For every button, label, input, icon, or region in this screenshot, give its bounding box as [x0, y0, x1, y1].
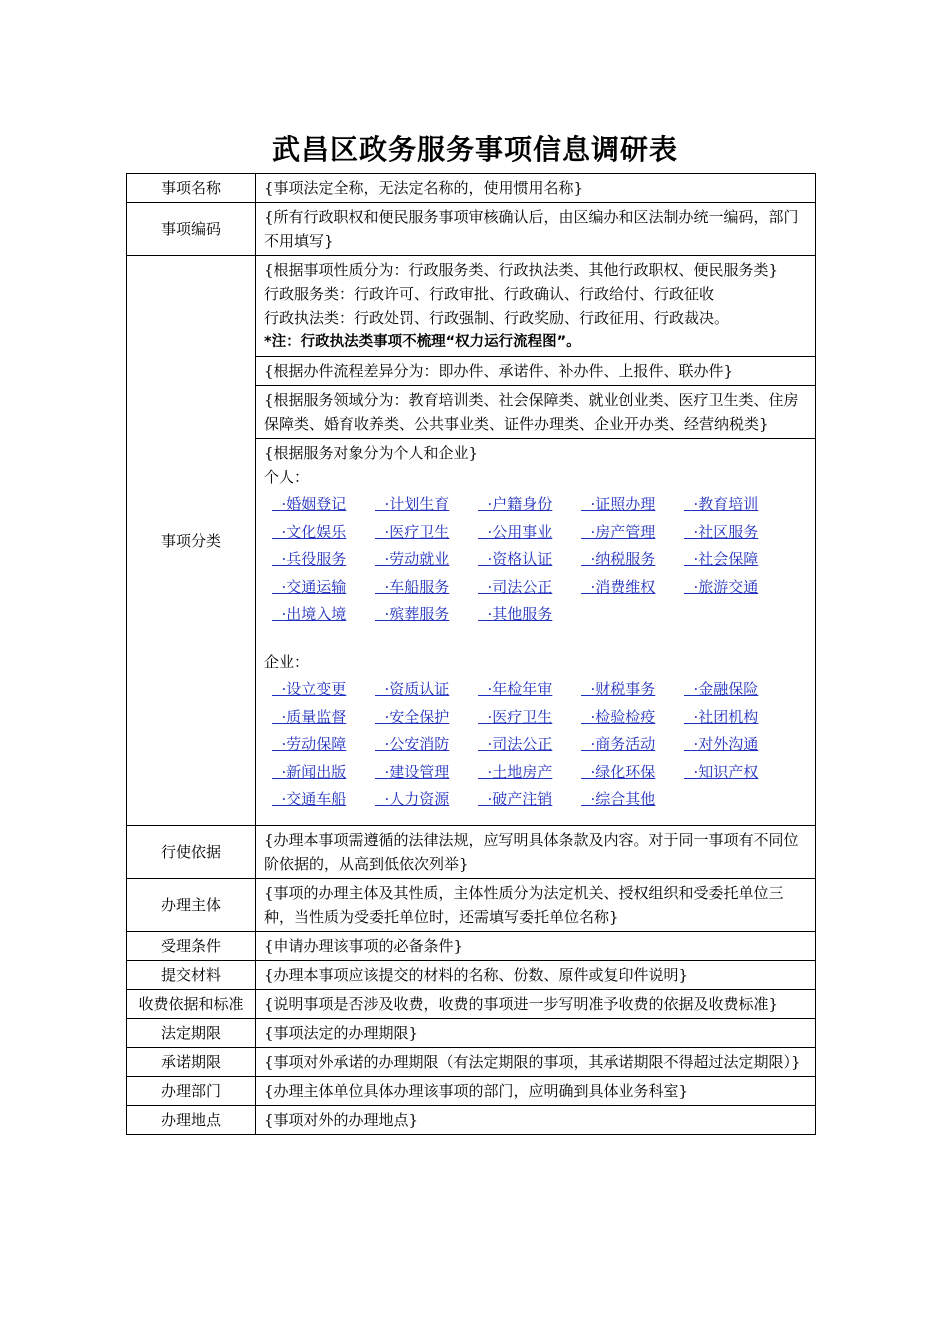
nature-note: *注：行政执法类事项不梳理“权力运行流程图”。: [264, 334, 581, 350]
enterprise-service-link[interactable]: ·新闻出版: [272, 762, 347, 781]
personal-service-link[interactable]: ·证照办理: [581, 495, 656, 513]
personal-service-link[interactable]: ·社会保障: [684, 550, 759, 568]
personal-service-link[interactable]: ·计划生育: [375, 495, 450, 513]
label-conditions: 受理条件: [127, 932, 256, 961]
page-title: 武昌区政务服务事项信息调研表: [271, 133, 678, 166]
value-conditions: {申请办理该事项的必备条件}: [256, 932, 816, 961]
personal-service-link[interactable]: ·公用事业: [478, 522, 553, 541]
row-legal-period: [127, 1019, 816, 1048]
enterprise-link-grid: [272, 677, 809, 811]
enterprise-label: 企业：: [264, 653, 310, 671]
enterprise-service-link[interactable]: ·人力资源: [375, 790, 450, 808]
enterprise-service-link[interactable]: ·安全保护: [375, 707, 450, 726]
label-materials: 提交材料: [127, 961, 256, 990]
label-department: 办理部门: [127, 1077, 256, 1106]
personal-service-link[interactable]: ·劳动就业: [375, 550, 450, 568]
value-location: {事项对外的办理地点}: [256, 1106, 816, 1135]
label-item-name: 事项名称: [127, 174, 256, 203]
enterprise-service-link[interactable]: ·知识产权: [684, 762, 759, 781]
enterprise-service-link[interactable]: ·劳动保障: [272, 735, 347, 753]
label-promise-period: 承诺期限: [127, 1048, 256, 1077]
personal-service-link[interactable]: ·旅游交通: [684, 577, 759, 596]
target-intro: {根据服务对象分为个人和企业}: [264, 444, 479, 462]
value-item-code: {所有行政职权和便民服务事项审核确认后，由区编办和区法制办统一编码，部门不用填写}: [256, 203, 816, 256]
personal-service-link[interactable]: ·交通运输: [272, 577, 347, 596]
row-item-name: [127, 174, 816, 203]
row-item-code: [127, 203, 816, 256]
row-promise-period: [127, 1048, 816, 1077]
row-category-nature: [127, 256, 816, 357]
personal-service-link[interactable]: ·消费维权: [581, 577, 656, 596]
label-item-code: 事项编码: [127, 203, 256, 256]
label-category: 事项分类: [127, 256, 256, 826]
enterprise-service-link[interactable]: ·综合其他: [581, 790, 656, 808]
row-location: [127, 1106, 816, 1135]
label-location: 办理地点: [127, 1106, 256, 1135]
enterprise-service-link[interactable]: ·司法公正: [478, 735, 553, 753]
info-form-table: [126, 173, 816, 1135]
value-basis: {办理本事项需遵循的法律法规，应写明具体条款及内容。对于同一事项有不同位阶依据的，从高到低依次列举}: [256, 826, 816, 879]
personal-service-link[interactable]: ·殡葬服务: [375, 605, 450, 623]
enterprise-service-link[interactable]: ·土地房产: [478, 762, 553, 781]
row-department: [127, 1077, 816, 1106]
value-category-domain: {根据服务领域分为：教育培训类、社会保障类、就业创业类、医疗卫生类、住房保障类、婚育收养类、公共事业类、证件办理类、企业开办类、经营纳税类}: [256, 386, 816, 439]
value-category-nature: [256, 256, 816, 357]
label-subject: 办理主体: [127, 879, 256, 932]
personal-link-grid: [272, 492, 809, 626]
row-basis: [127, 826, 816, 879]
nature-line-3: 行政执法类：行政处罚、行政强制、行政奖励、行政征用、行政裁决。: [264, 309, 730, 327]
value-category-process: {根据办件流程差异分为：即办件、承诺件、补办件、上报件、联办件}: [256, 357, 816, 386]
personal-service-link[interactable]: ·纳税服务: [581, 550, 656, 568]
personal-label: 个人：: [264, 468, 310, 486]
personal-service-link[interactable]: ·车船服务: [375, 577, 450, 596]
enterprise-service-link[interactable]: ·年检年审: [478, 680, 553, 698]
personal-service-link[interactable]: ·资格认证: [478, 550, 553, 568]
personal-service-link[interactable]: ·婚姻登记: [272, 495, 347, 513]
label-basis: 行使依据: [127, 826, 256, 879]
personal-service-link[interactable]: ·文化娱乐: [272, 522, 347, 541]
enterprise-service-link[interactable]: ·破产注销: [478, 790, 553, 808]
enterprise-service-link[interactable]: ·资质认证: [375, 680, 450, 698]
value-fees: {说明事项是否涉及收费，收费的事项进一步写明准予收费的依据及收费标准}: [256, 990, 816, 1019]
personal-service-link[interactable]: ·房产管理: [581, 522, 656, 541]
value-item-name: {事项法定全称，无法定名称的，使用惯用名称}: [256, 174, 816, 203]
personal-service-link[interactable]: ·司法公正: [478, 577, 553, 596]
nature-line-2: 行政服务类：行政许可、行政审批、行政确认、行政给付、行政征收: [264, 285, 715, 303]
enterprise-service-link[interactable]: ·绿化环保: [581, 762, 656, 781]
row-subject: [127, 879, 816, 932]
value-promise-period: {事项对外承诺的办理期限（有法定期限的事项，其承诺期限不得超过法定期限）}: [256, 1048, 816, 1077]
row-fees: [127, 990, 816, 1019]
enterprise-service-link[interactable]: ·检验检疫: [581, 707, 656, 726]
value-department: {办理主体单位具体办理该事项的部门，应明确到具体业务科室}: [256, 1077, 816, 1106]
row-materials: [127, 961, 816, 990]
personal-service-link[interactable]: ·教育培训: [684, 495, 759, 513]
enterprise-service-link[interactable]: ·建设管理: [375, 762, 450, 781]
enterprise-service-link[interactable]: ·对外沟通: [684, 735, 759, 753]
personal-service-link[interactable]: ·其他服务: [478, 605, 553, 623]
personal-service-link[interactable]: ·社区服务: [684, 522, 759, 541]
enterprise-service-link[interactable]: ·商务活动: [581, 735, 656, 753]
label-legal-period: 法定期限: [127, 1019, 256, 1048]
enterprise-service-link[interactable]: ·社团机构: [684, 707, 759, 726]
enterprise-service-link[interactable]: ·财税事务: [581, 680, 656, 698]
personal-service-link[interactable]: ·出境入境: [272, 605, 347, 623]
label-fees: 收费依据和标准: [127, 990, 256, 1019]
enterprise-service-link[interactable]: ·公安消防: [375, 735, 450, 753]
enterprise-service-link[interactable]: ·医疗卫生: [478, 707, 553, 726]
value-materials: {办理本事项应该提交的材料的名称、份数、原件或复印件说明}: [256, 961, 816, 990]
value-subject: {事项的办理主体及其性质，主体性质分为法定机关、授权组织和受委托单位三种，当性质为受委托单位时，还需填写委托单位名称}: [256, 879, 816, 932]
nature-line-1: {根据事项性质分为：行政服务类、行政执法类、其他行政职权、便民服务类}: [264, 261, 779, 279]
enterprise-service-link[interactable]: ·金融保险: [684, 680, 759, 698]
personal-service-link[interactable]: ·兵役服务: [272, 550, 347, 568]
row-conditions: [127, 932, 816, 961]
personal-service-link[interactable]: ·医疗卫生: [375, 522, 450, 541]
enterprise-service-link[interactable]: ·质量监督: [272, 707, 347, 726]
value-legal-period: {事项法定的办理期限}: [256, 1019, 816, 1048]
personal-service-link[interactable]: ·户籍身份: [478, 495, 553, 513]
enterprise-service-link[interactable]: ·设立变更: [272, 680, 347, 698]
enterprise-service-link[interactable]: ·交通车船: [272, 790, 347, 808]
value-category-target: [256, 439, 816, 826]
